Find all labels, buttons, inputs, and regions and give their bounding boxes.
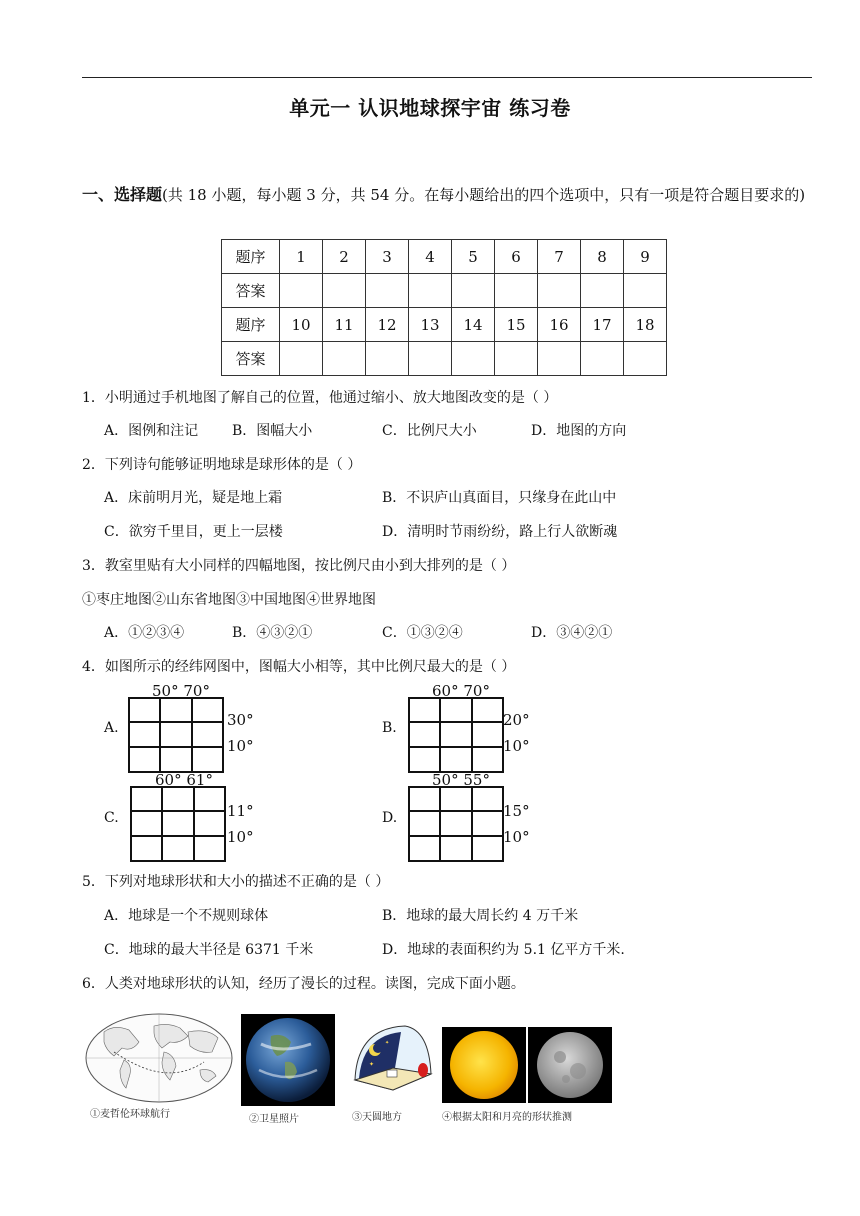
grid-right-label: 10° (227, 737, 254, 755)
answer-cell[interactable] (581, 342, 624, 376)
question-stem: 1．小明通过手机地图了解自己的位置，他通过缩小、放大地图改变的是（ ） (82, 390, 558, 406)
answer-cell[interactable] (452, 274, 495, 308)
option-d[interactable]: D．③④②① (531, 625, 613, 641)
option-b[interactable]: B. (382, 720, 397, 736)
option-a[interactable]: A．①②③④ (104, 625, 185, 641)
answer-cell[interactable] (323, 342, 366, 376)
answer-cell[interactable] (409, 274, 452, 308)
grid-top-label: 60° 70° (432, 682, 490, 700)
option-b[interactable]: B．图幅大小 (232, 423, 313, 439)
question-stem: 2．下列诗句能够证明地球是球形体的是（ ） (82, 457, 362, 473)
table-row (222, 274, 667, 308)
answer-cell[interactable] (366, 274, 409, 308)
row-label: 答案 (222, 342, 280, 376)
option-d[interactable]: D．地球的表面积约为 5.1 亿平方千米. (382, 942, 625, 958)
grid-right-label: 15° (503, 802, 530, 820)
question-number: 17 (581, 308, 624, 342)
question-number: 3 (366, 240, 409, 274)
grid-right-label: 30° (227, 711, 254, 729)
question-number: 12 (366, 308, 409, 342)
answer-cell[interactable] (495, 342, 538, 376)
grid-right-label: 10° (503, 737, 530, 755)
question-number: 11 (323, 308, 366, 342)
earth-photo-image (241, 1014, 335, 1110)
option-c[interactable]: C．比例尺大小 (382, 423, 477, 439)
option-b[interactable]: B．地球的最大周长约 4 万千米 (382, 908, 579, 924)
question-number: 5 (452, 240, 495, 274)
question-number: 10 (280, 308, 323, 342)
table-row (222, 342, 667, 376)
option-c[interactable]: C．地球的最大半径是 6371 千米 (104, 942, 314, 958)
answer-cell[interactable] (538, 274, 581, 308)
lat-lon-grid (408, 697, 504, 773)
question-number: 1 (280, 240, 323, 274)
sky-earth-image (349, 1020, 435, 1104)
image-caption: ①麦哲伦环球航行 (90, 1109, 170, 1120)
option-b[interactable]: B．④③②① (232, 625, 313, 641)
top-rule (82, 77, 812, 78)
answer-cell[interactable] (366, 342, 409, 376)
question-number: 13 (409, 308, 452, 342)
option-d[interactable]: D．地图的方向 (531, 423, 627, 439)
sun-moon-image (442, 1027, 612, 1107)
question-number: 16 (538, 308, 581, 342)
grid-right-label: 20° (503, 711, 530, 729)
grid-right-label: 11° (227, 802, 254, 820)
answer-cell[interactable] (624, 342, 667, 376)
grid-top-label: 50° 55° (432, 771, 490, 789)
answer-cell[interactable] (495, 274, 538, 308)
option-d[interactable]: D．清明时节雨纷纷，路上行人欲断魂 (382, 524, 618, 540)
question-number: 8 (581, 240, 624, 274)
option-a[interactable]: A．地球是一个不规则球体 (104, 908, 269, 924)
svg-text:✦: ✦ (385, 1040, 390, 1046)
answer-cell[interactable] (280, 342, 323, 376)
section-desc: (共 18 小题，每小题 3 分，共 54 分。在每小题给出的四个选项中，只有一项是符合题目要求的) (162, 186, 806, 204)
question-stem: 6．人类对地球形状的认知，经历了漫长的过程。读图，完成下面小题。 (82, 976, 525, 992)
question-number: 14 (452, 308, 495, 342)
world-map-image (84, 1012, 234, 1108)
answer-table (221, 239, 667, 376)
question-sub: ①枣庄地图②山东省地图③中国地图④世界地图 (82, 592, 376, 608)
row-label: 题序 (222, 308, 280, 342)
option-c[interactable]: C．欲穷千里目，更上一层楼 (104, 524, 283, 540)
option-a[interactable]: A．图例和注记 (104, 423, 199, 439)
answer-cell[interactable] (538, 342, 581, 376)
question-number: 7 (538, 240, 581, 274)
question-stem: 4．如图所示的经纬网图中，图幅大小相等，其中比例尺最大的是（ ） (82, 659, 516, 675)
section-head: 一、选择题 (82, 185, 163, 204)
answer-cell[interactable] (452, 342, 495, 376)
image-caption: ④根据太阳和月亮的形状推测 (442, 1112, 572, 1123)
answer-cell[interactable] (323, 274, 366, 308)
question-number: 15 (495, 308, 538, 342)
image-caption: ②卫星照片 (249, 1114, 299, 1125)
answer-cell[interactable] (624, 274, 667, 308)
option-a[interactable]: A．床前明月光，疑是地上霜 (104, 490, 283, 506)
answer-cell[interactable] (280, 274, 323, 308)
grid-right-label: 10° (503, 828, 530, 846)
answer-cell[interactable] (409, 342, 452, 376)
question-stem: 3．教室里贴有大小同样的四幅地图，按比例尺由小到大排列的是（ ） (82, 558, 516, 574)
question-number: 9 (624, 240, 667, 274)
answer-cell[interactable] (581, 274, 624, 308)
image-caption: ③天圆地方 (352, 1112, 402, 1123)
option-c[interactable]: C．①③②④ (382, 625, 463, 641)
row-label: 答案 (222, 274, 280, 308)
lat-lon-grid (128, 697, 224, 773)
lat-lon-grid (130, 786, 226, 862)
grid-top-label: 50° 70° (152, 682, 210, 700)
option-c[interactable]: C. (104, 810, 119, 826)
lat-lon-grid (408, 786, 504, 862)
grid-top-label: 60° 61° (155, 771, 213, 789)
question-number: 18 (624, 308, 667, 342)
question-number: 2 (323, 240, 366, 274)
option-b[interactable]: B．不识庐山真面目，只缘身在此山中 (382, 490, 617, 506)
question-number: 4 (409, 240, 452, 274)
grid-right-label: 10° (227, 828, 254, 846)
table-row (222, 240, 667, 274)
option-a[interactable]: A. (104, 720, 119, 736)
table-row (222, 308, 667, 342)
option-d[interactable]: D. (382, 810, 398, 826)
row-label: 题序 (222, 240, 280, 274)
question-number: 6 (495, 240, 538, 274)
section-header (82, 178, 812, 212)
page-title: 单元一 认识地球探宇宙 练习卷 (289, 96, 571, 120)
svg-text:✦: ✦ (369, 1061, 375, 1068)
question-stem: 5．下列对地球形状和大小的描述不正确的是（ ） (82, 874, 390, 890)
